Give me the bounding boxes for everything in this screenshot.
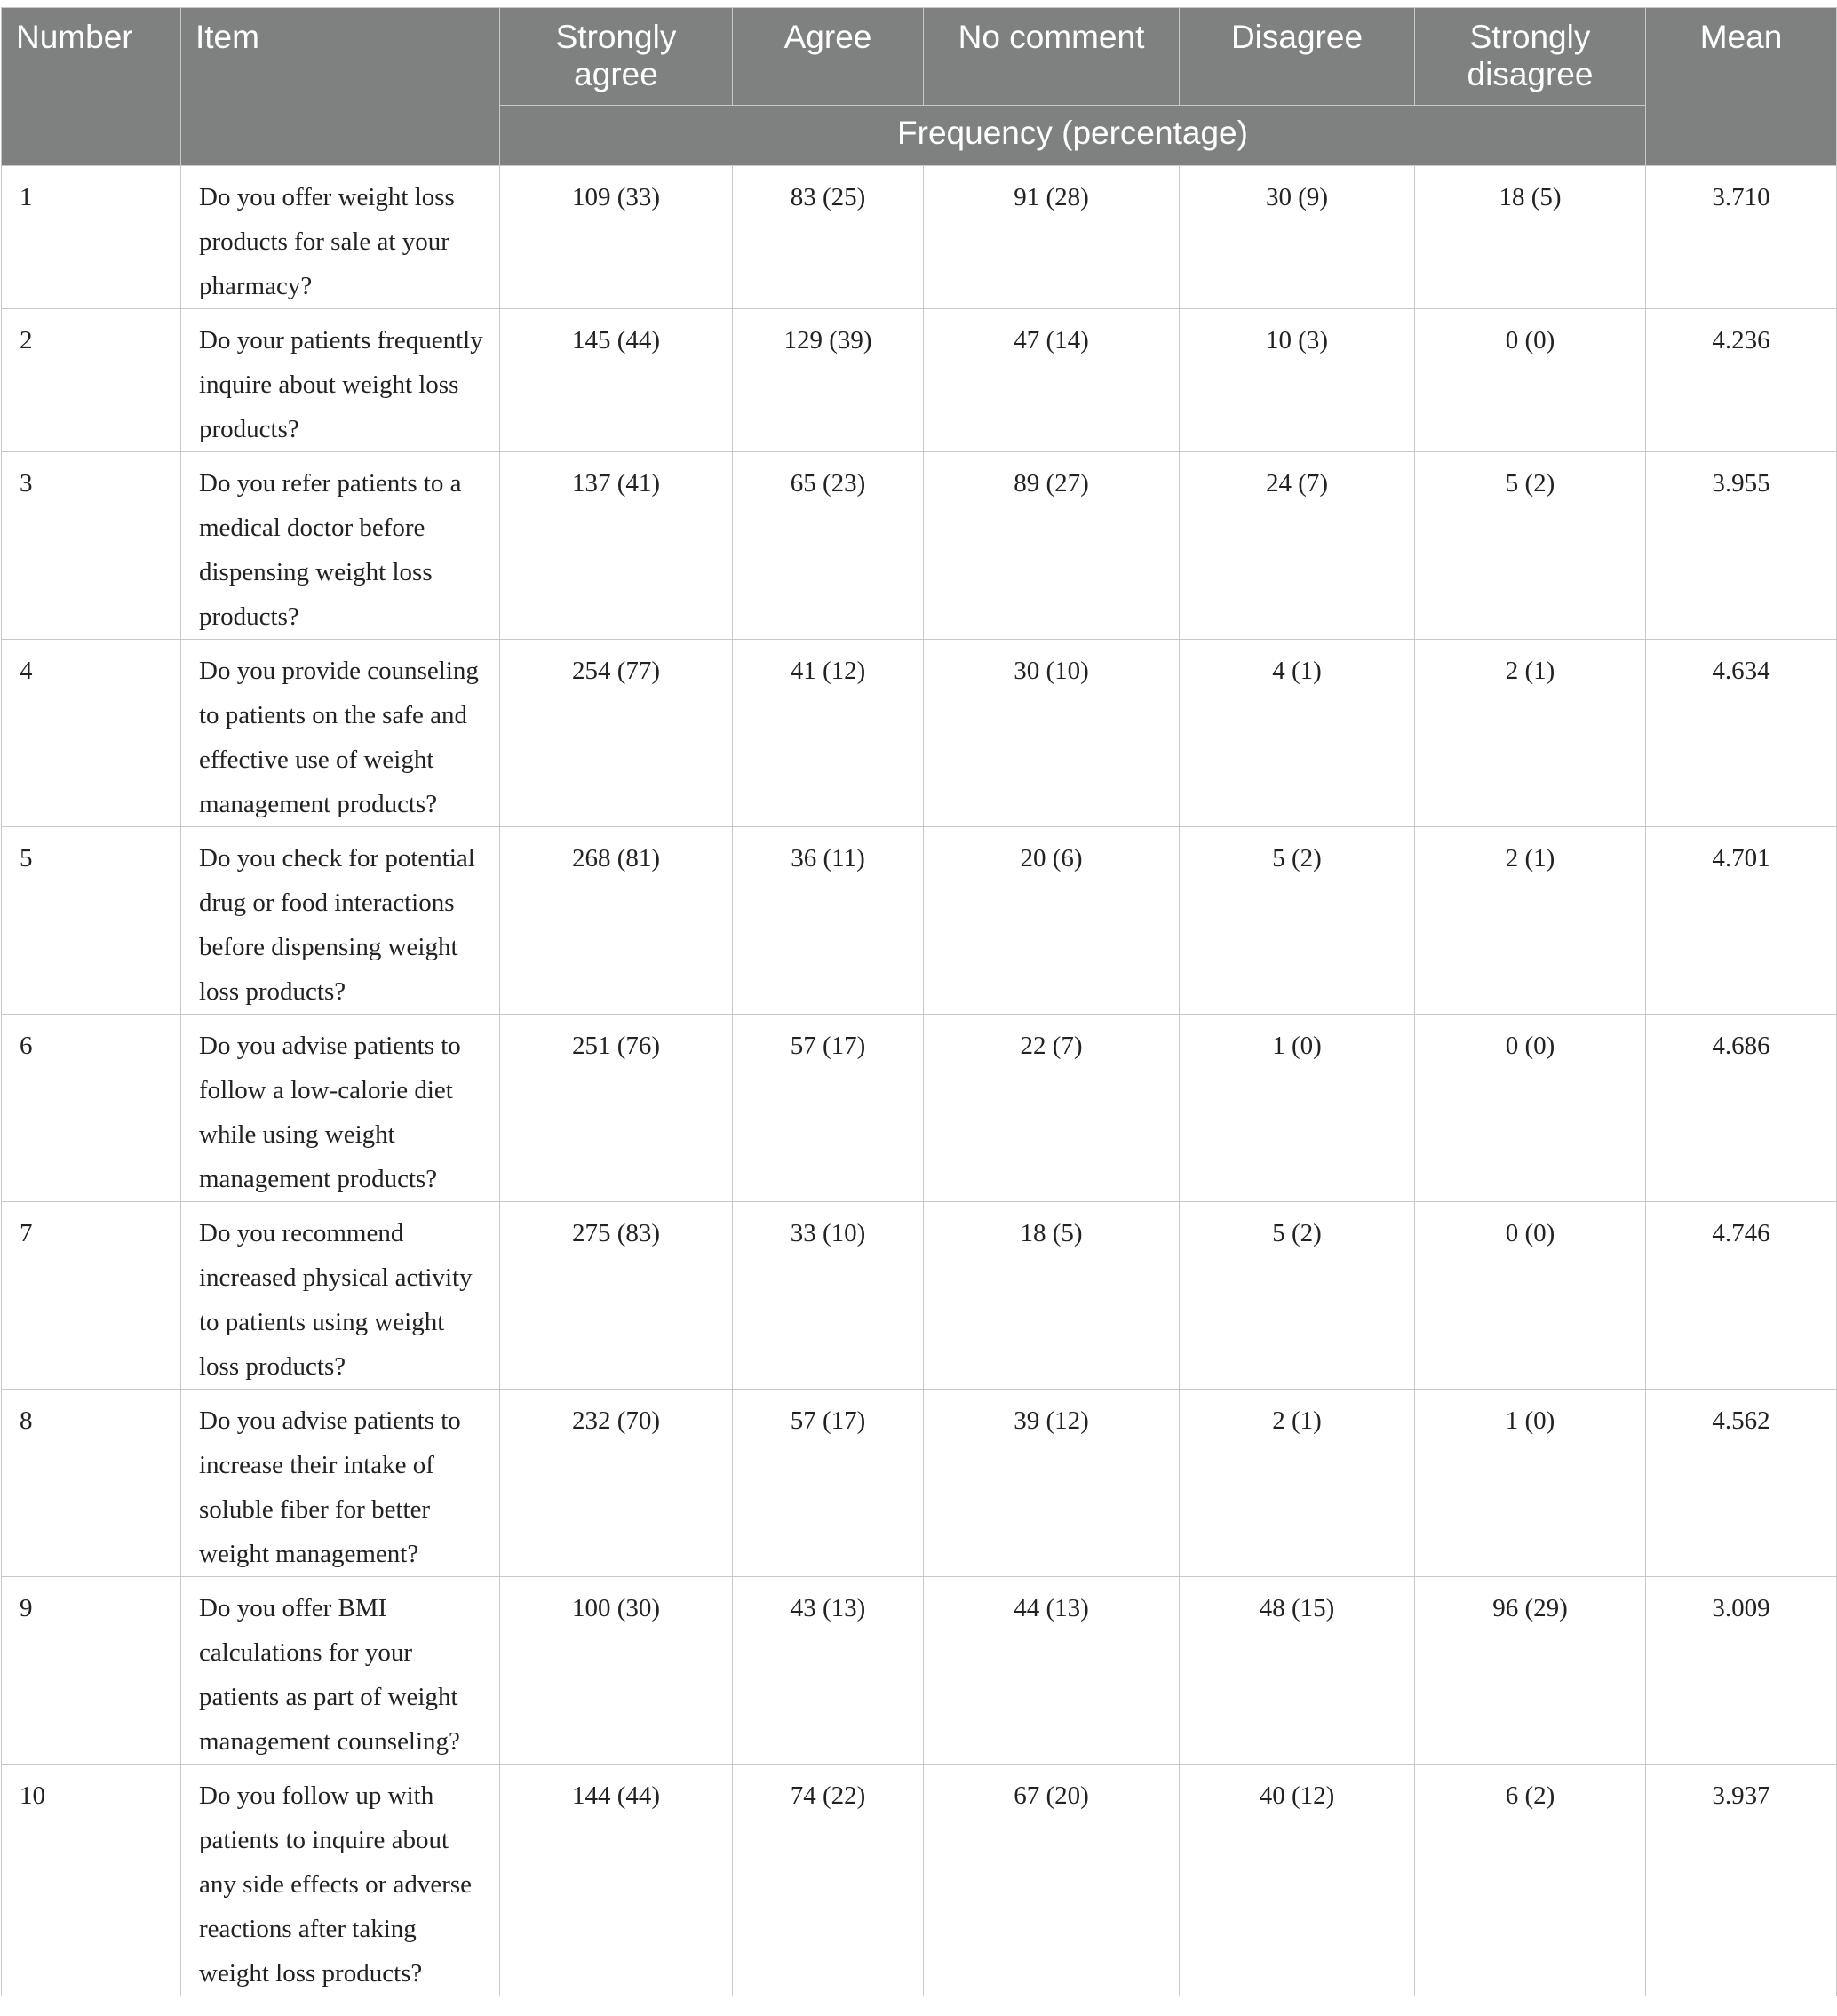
header-frequency: Frequency (percentage): [500, 106, 1646, 166]
cell-agree: 65 (23): [733, 452, 924, 640]
table-row: [2, 309, 1837, 452]
cell-no-comment: 91 (28): [924, 166, 1180, 309]
table-header: [2, 8, 1837, 166]
cell-strongly-disagree: 18 (5): [1415, 166, 1646, 309]
survey-results-table: [1, 7, 1837, 1996]
cell-disagree: 10 (3): [1180, 309, 1415, 452]
header-item: Item: [181, 8, 500, 166]
cell-disagree: 4 (1): [1180, 640, 1415, 827]
cell-no-comment: 67 (20): [924, 1765, 1180, 1996]
cell-strongly-disagree: 2 (1): [1415, 640, 1646, 827]
cell-strongly-disagree: 0 (0): [1415, 1202, 1646, 1390]
cell-item: Do you recommend increased physical activity to patients using weight loss products?: [181, 1202, 500, 1390]
cell-disagree: 2 (1): [1180, 1390, 1415, 1577]
cell-no-comment: 30 (10): [924, 640, 1180, 827]
cell-number: 2: [2, 309, 181, 452]
header-disagree: Disagree: [1180, 8, 1415, 106]
cell-number: 6: [2, 1015, 181, 1202]
cell-disagree: 1 (0): [1180, 1015, 1415, 1202]
cell-mean: 4.701: [1646, 827, 1837, 1015]
cell-mean: 4.634: [1646, 640, 1837, 827]
cell-strongly-agree: 254 (77): [500, 640, 733, 827]
cell-number: 10: [2, 1765, 181, 1996]
cell-agree: 36 (11): [733, 827, 924, 1015]
cell-number: 9: [2, 1577, 181, 1765]
cell-strongly-agree: 137 (41): [500, 452, 733, 640]
cell-mean: 3.955: [1646, 452, 1837, 640]
cell-item: Do you follow up with patients to inquire about any side effects or adverse reactions after taking weight loss products?: [181, 1765, 500, 1996]
table-row: [2, 1765, 1837, 1996]
cell-agree: 33 (10): [733, 1202, 924, 1390]
cell-strongly-disagree: 5 (2): [1415, 452, 1646, 640]
cell-mean: 3.009: [1646, 1577, 1837, 1765]
cell-strongly-disagree: 6 (2): [1415, 1765, 1646, 1996]
header-mean: Mean: [1646, 8, 1837, 166]
cell-number: 1: [2, 166, 181, 309]
header-agree: Agree: [733, 8, 924, 106]
cell-strongly-disagree: 0 (0): [1415, 1015, 1646, 1202]
cell-agree: 74 (22): [733, 1765, 924, 1996]
cell-disagree: 48 (15): [1180, 1577, 1415, 1765]
cell-disagree: 24 (7): [1180, 452, 1415, 640]
cell-no-comment: 39 (12): [924, 1390, 1180, 1577]
table-row: [2, 452, 1837, 640]
cell-item: Do you provide counseling to patients on the safe and effective use of weight management products?: [181, 640, 500, 827]
cell-strongly-agree: 145 (44): [500, 309, 733, 452]
cell-strongly-disagree: 96 (29): [1415, 1577, 1646, 1765]
cell-strongly-disagree: 1 (0): [1415, 1390, 1646, 1577]
table-row: [2, 166, 1837, 309]
cell-strongly-agree: 268 (81): [500, 827, 733, 1015]
cell-item: Do you offer BMI calculations for your patients as part of weight management counseling?: [181, 1577, 500, 1765]
cell-agree: 129 (39): [733, 309, 924, 452]
cell-mean: 3.937: [1646, 1765, 1837, 1996]
cell-agree: 41 (12): [733, 640, 924, 827]
cell-number: 3: [2, 452, 181, 640]
cell-disagree: 5 (2): [1180, 827, 1415, 1015]
header-no-comment: No comment: [924, 8, 1180, 106]
cell-no-comment: 18 (5): [924, 1202, 1180, 1390]
cell-mean: 4.236: [1646, 309, 1837, 452]
cell-strongly-agree: 232 (70): [500, 1390, 733, 1577]
cell-number: 5: [2, 827, 181, 1015]
header-row-labels: [2, 8, 1837, 106]
header-strongly-agree: Strongly agree: [500, 8, 733, 106]
cell-strongly-agree: 144 (44): [500, 1765, 733, 1996]
table-row: [2, 1390, 1837, 1577]
cell-strongly-agree: 275 (83): [500, 1202, 733, 1390]
cell-no-comment: 47 (14): [924, 309, 1180, 452]
cell-strongly-disagree: 2 (1): [1415, 827, 1646, 1015]
cell-strongly-agree: 100 (30): [500, 1577, 733, 1765]
cell-no-comment: 20 (6): [924, 827, 1180, 1015]
cell-disagree: 5 (2): [1180, 1202, 1415, 1390]
cell-no-comment: 89 (27): [924, 452, 1180, 640]
cell-number: 7: [2, 1202, 181, 1390]
cell-strongly-agree: 251 (76): [500, 1015, 733, 1202]
table-row: [2, 827, 1837, 1015]
cell-agree: 83 (25): [733, 166, 924, 309]
cell-mean: 4.562: [1646, 1390, 1837, 1577]
cell-mean: 3.710: [1646, 166, 1837, 309]
cell-item: Do your patients frequently inquire about weight loss products?: [181, 309, 500, 452]
cell-agree: 57 (17): [733, 1390, 924, 1577]
cell-item: Do you advise patients to increase their intake of soluble fiber for better weight management?: [181, 1390, 500, 1577]
table-row: [2, 1015, 1837, 1202]
cell-disagree: 30 (9): [1180, 166, 1415, 309]
cell-item: Do you refer patients to a medical doctor before dispensing weight loss products?: [181, 452, 500, 640]
cell-item: Do you offer weight loss products for sale at your pharmacy?: [181, 166, 500, 309]
cell-disagree: 40 (12): [1180, 1765, 1415, 1996]
cell-no-comment: 22 (7): [924, 1015, 1180, 1202]
cell-mean: 4.746: [1646, 1202, 1837, 1390]
cell-no-comment: 44 (13): [924, 1577, 1180, 1765]
cell-agree: 43 (13): [733, 1577, 924, 1765]
table-row: [2, 1577, 1837, 1765]
cell-item: Do you check for potential drug or food interactions before dispensing weight loss products?: [181, 827, 500, 1015]
table-body: [2, 166, 1837, 1996]
header-strongly-disagree: Strongly disagree: [1415, 8, 1646, 106]
table-row: [2, 1202, 1837, 1390]
cell-number: 4: [2, 640, 181, 827]
cell-mean: 4.686: [1646, 1015, 1837, 1202]
table-row: [2, 640, 1837, 827]
cell-agree: 57 (17): [733, 1015, 924, 1202]
cell-strongly-disagree: 0 (0): [1415, 309, 1646, 452]
cell-number: 8: [2, 1390, 181, 1577]
cell-item: Do you advise patients to follow a low-calorie diet while using weight management products?: [181, 1015, 500, 1202]
header-number: Number: [2, 8, 181, 166]
cell-strongly-agree: 109 (33): [500, 166, 733, 309]
